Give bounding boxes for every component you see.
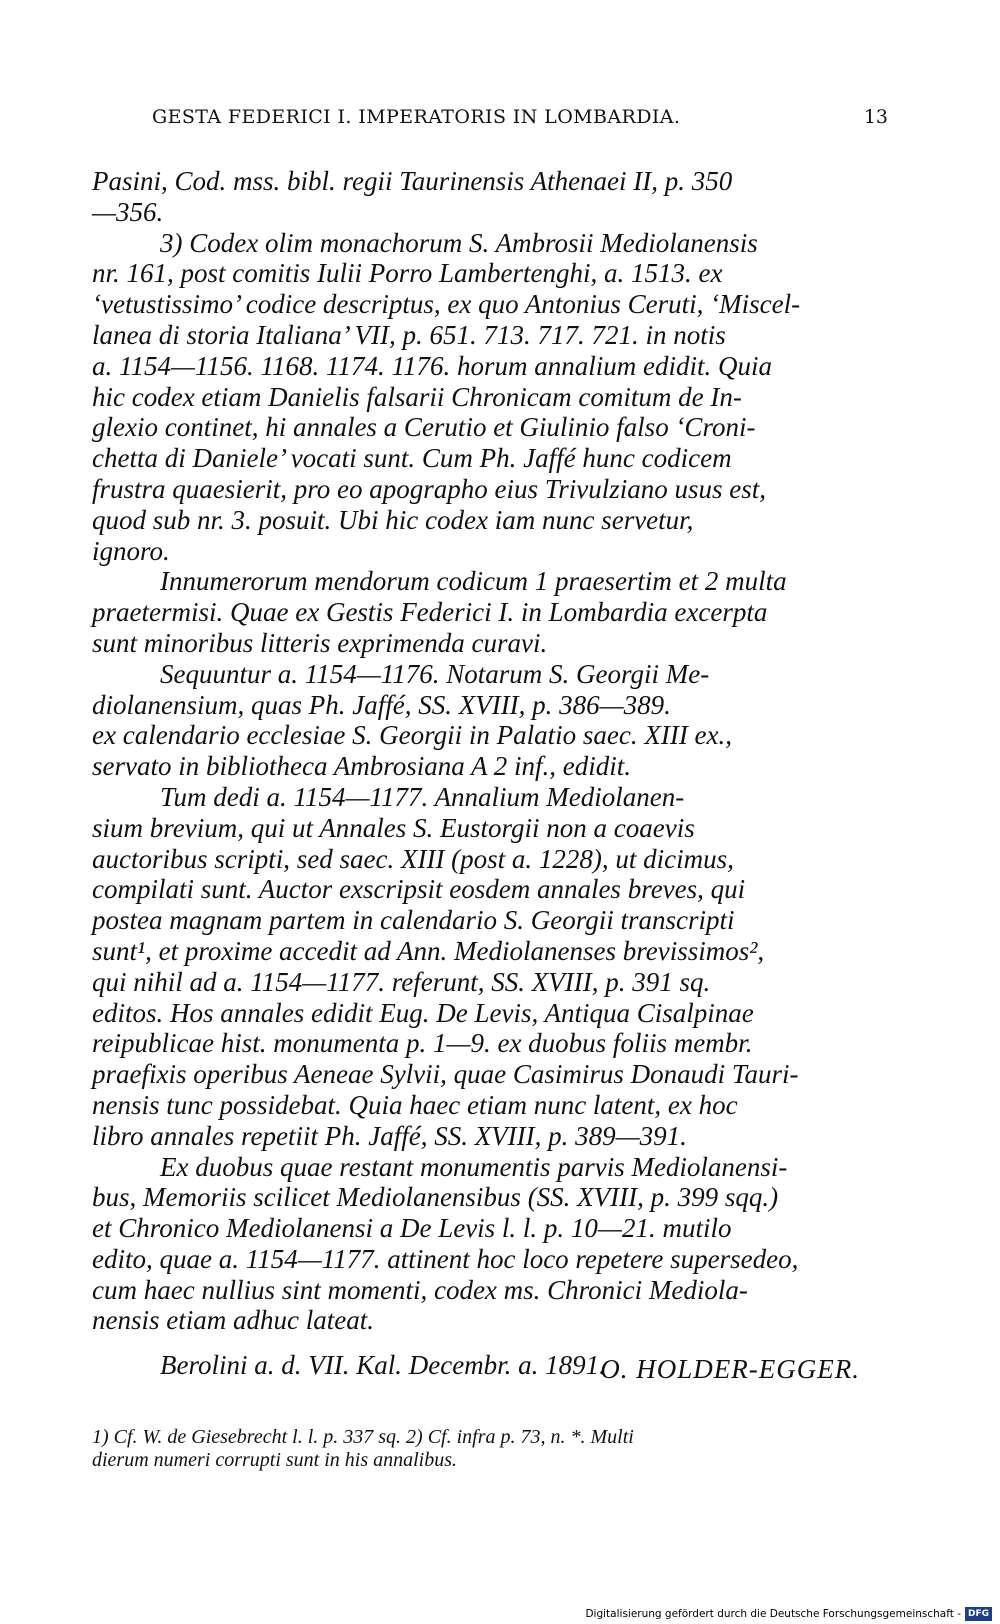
text-line: sium brevium, qui ut Annales S. Eustorgii non a coaevis	[92, 812, 695, 843]
text-line: Innumerorum mendorum codicum 1 praesertim et 2 multa	[160, 566, 787, 597]
text-line: editos. Hos annales edidit Eug. De Levis, Antiqua Cisalpinae	[92, 997, 754, 1028]
text-line: —356.	[92, 196, 164, 227]
text-line: Berolini a. d. VII. Kal. Decembr. a. 1891.	[160, 1350, 606, 1381]
dfg-logo-icon: DFG	[965, 1607, 992, 1621]
text-line: qui nihil ad a. 1154—1177. referunt, SS. XVIII, p. 391 sq.	[92, 966, 711, 997]
text-line: ex calendario ecclesiae S. Georgii in Palatio saec. XIII ex.,	[92, 720, 733, 751]
text-line: auctoribus scripti, sed saec. XIII (post a. 1228), ut dicimus,	[92, 843, 734, 874]
text-line: ‘vetustissimo’ codice descriptus, ex quo Antonius Ceruti, ‘Miscel-	[92, 289, 801, 320]
text-line: chetta di Daniele’ vocati sunt. Cum Ph. Jaffé hunc codicem	[92, 443, 732, 474]
digitization-credit: Digitalisierung gefördert durch die Deutsche Forschungsgemeinschaft -	[585, 1608, 961, 1620]
text-line: edito, quae a. 1154—1177. attinent hoc loco repetere supersedeo,	[92, 1243, 799, 1274]
text-line: Ex duobus quae restant monumentis parvis Mediolanensi-	[160, 1151, 788, 1182]
text-line: ignoro.	[92, 535, 170, 566]
text-line: et Chronico Mediolanensi a De Levis l. l. p. 10—21. mutilo	[92, 1213, 732, 1244]
text-line: lanea di storia Italiana’ VII, p. 651. 713. 717. 721. in notis	[92, 319, 726, 350]
text-line: nensis tunc possidebat. Quia haec etiam nunc latent, ex hoc	[92, 1089, 738, 1120]
text-line: cum haec nullius sint momenti, codex ms. Chronici Mediola-	[92, 1274, 748, 1305]
page-number: 13	[863, 106, 888, 128]
text-line: nensis etiam adhuc lateat.	[92, 1305, 374, 1336]
text-line: Tum dedi a. 1154—1177. Annalium Mediolanen-	[160, 781, 685, 812]
text-line: quod sub nr. 3. posuit. Ubi hic codex iam nunc servetur,	[92, 504, 694, 535]
text-line: praefixis operibus Aeneae Sylvii, quae Casimirus Donaudi Tauri-	[92, 1059, 799, 1090]
text-line: servato in bibliotheca Ambrosiana A 2 inf., edidit.	[92, 751, 631, 782]
text-line: Pasini, Cod. mss. bibl. regii Taurinensis Athenaei II, p. 350	[92, 166, 733, 196]
text-line: Sequuntur a. 1154—1176. Notarum S. Georgii Me-	[160, 658, 710, 689]
paragraph-gap	[92, 1336, 892, 1350]
text-line: bus, Memoriis scilicet Mediolanensibus (SS. XVIII, p. 399 sqq.)	[92, 1182, 779, 1213]
text-line: reipublicae hist. monumenta p. 1—9. ex duobus foliis membr.	[92, 1028, 753, 1059]
footnote-line: 1) Cf. W. de Giesebrecht l. l. p. 337 sq. 2) Cf. infra p. 73, n. *. Multi	[92, 1426, 634, 1448]
text-line: sunt minoribus litteris exprimenda curavi.	[92, 627, 548, 658]
footnote-line: dierum numeri corrupti sunt in his annalibus.	[92, 1449, 458, 1471]
main-text	[92, 166, 892, 1381]
text-line: glexio continet, hi annales a Cerutio et Giulinio falso ‘Croni-	[92, 412, 756, 443]
text-line: 3) Codex olim monachorum S. Ambrosii Mediolanensis	[160, 227, 758, 258]
text-line: praetermisi. Quae ex Gestis Federici I. in Lombardia excerpta	[92, 597, 768, 628]
text-line: postea magnam partem in calendario S. Georgii transcripti	[92, 905, 735, 936]
running-header	[0, 106, 1000, 138]
text-line: nr. 161, post comitis Iulii Porro Lambertenghi, a. 1513. ex	[92, 258, 723, 289]
footnotes	[92, 1426, 892, 1472]
text-line: a. 1154—1156. 1168. 1174. 1176. horum annalium edidit. Quia	[92, 350, 772, 381]
text-line: libro annales repetiit Ph. Jaffé, SS. XVIII, p. 389—391.	[92, 1120, 687, 1151]
text-line: diolanensium, quas Ph. Jaffé, SS. XVIII, p. 386—389.	[92, 689, 671, 720]
text-line: hic codex etiam Danielis falsarii Chronicam comitum de In-	[92, 381, 742, 412]
digitization-banner	[585, 1606, 992, 1622]
running-title: GESTA FEDERICI I. IMPERATORIS IN LOMBARDIA.	[152, 106, 681, 128]
text-line: compilati sunt. Auctor exscripsit eosdem annales breves, qui	[92, 874, 746, 905]
author-signature: O. HOLDER-EGGER.	[600, 1354, 860, 1384]
text-line: sunt¹, et proxime accedit ad Ann. Mediolanenses brevissimos²,	[92, 935, 765, 966]
text-line: frustra quaesierit, pro eo apographo eius Trivulziano usus est,	[92, 473, 767, 504]
